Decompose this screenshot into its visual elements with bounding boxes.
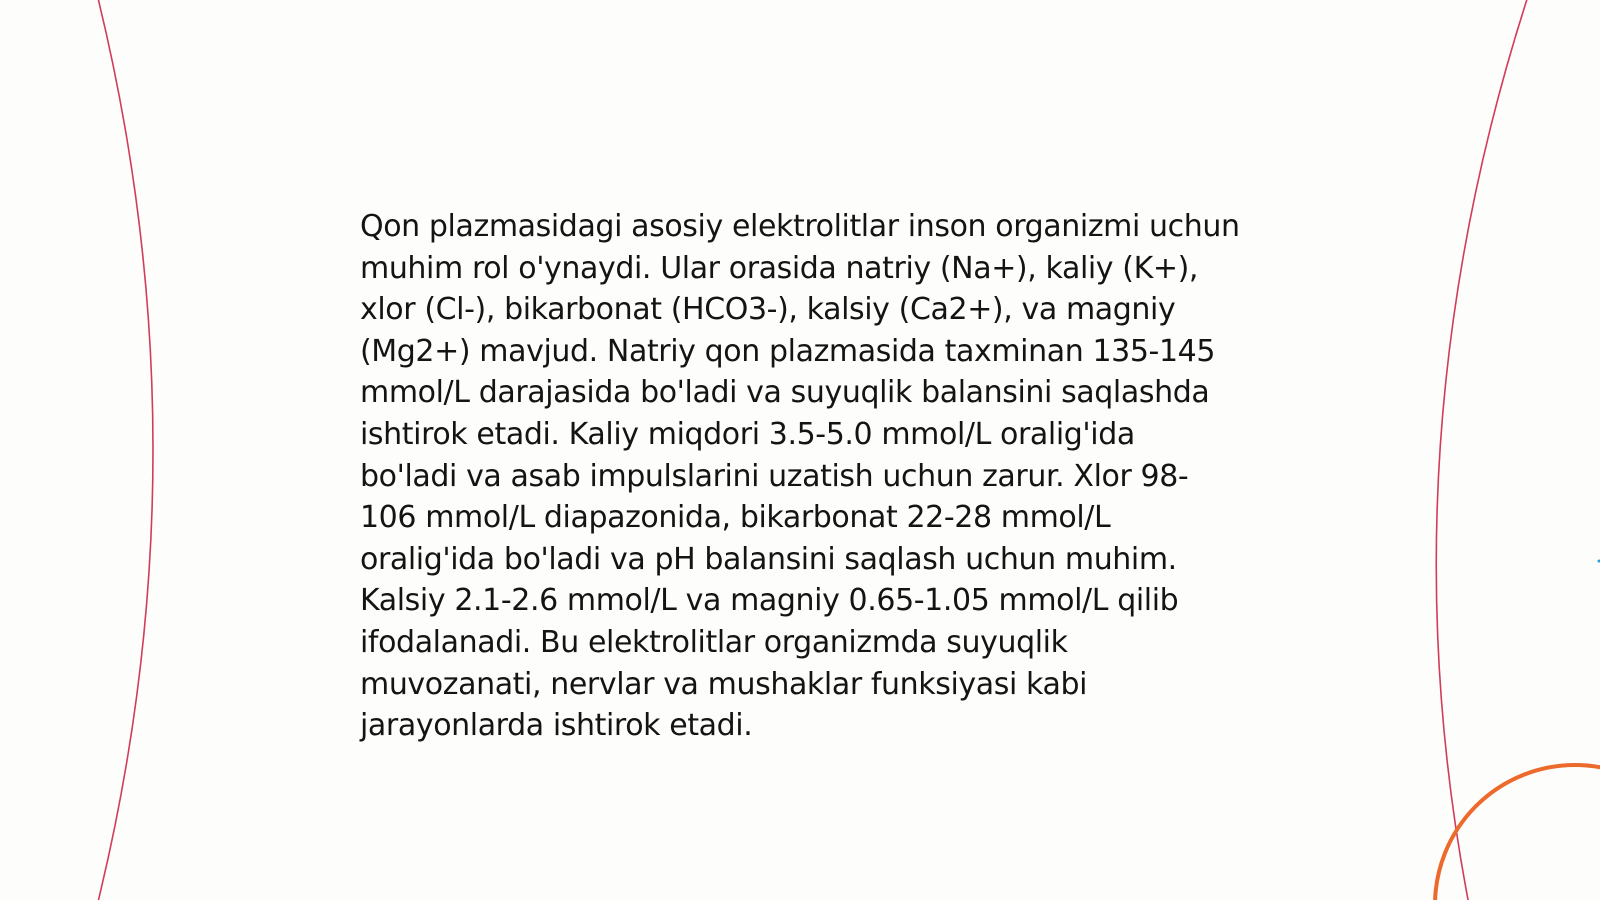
body-paragraph: Qon plazmasidagi asosiy elektrolitlar inson organizmi uchun muhim rol o'ynaydi. Ular orasida natriy (Na+), kaliy (K+), xlor (Cl-), bikarbonat (HCO3-), kalsiy (Ca2+), va magniy (Mg2+) mavjud. Natriy qon plazmasida taxminan 135-145 mmol/L darajasida bo'ladi va suyuqlik balansini saqlashda ishtirok etadi. Kaliy miqdori 3.5-5.0 mmol/L oralig'ida bo'ladi va asab impulslarini uzatish uchun zarur. Xlor 98-106 mmol/L diapazonida, bikarbonat 22-28 mmol/L oralig'ida bo'ladi va pH balansini saqlash uchun muhim. Kalsiy 2.1-2.6 mmol/L va magniy 0.65-1.05 mmol/L qilib ifodalanadi. Bu elektrolitlar organizmda suyuqlik muvozanati, nervlar va mushaklar funksiyasi kabi jarayonlarda ishtirok etadi. <box>360 209 1240 744</box>
accent-circle <box>1435 765 1600 900</box>
left-curve <box>96 0 153 900</box>
right-curve <box>1436 0 1530 900</box>
